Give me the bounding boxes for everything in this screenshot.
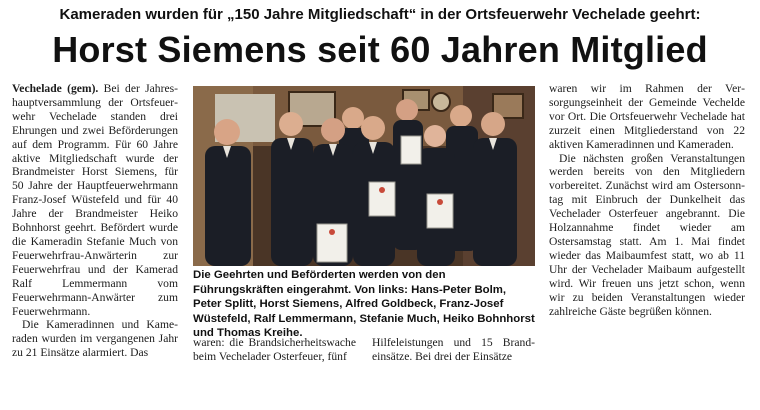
dateline: Vechelade (gem). <box>12 82 99 95</box>
group-photo-illustration <box>193 86 535 266</box>
paragraph-intro <box>12 82 178 318</box>
paragraph-intro-text: Bei der Jahreshauptversammlung der Ortsfeuerwehr Vechelade standen drei Ehrungen und zwei Beförderungen auf dem Programm. Für 60 Jahre aktive Mitgliedschaft wurde der Brandmeister Horst Siemens, für 50 Jahre der Hauptfeuerwehrmann Franz-Josef Wüstefeld und für 40 Jahre der Brandmeister Heiko Bohnhorst geehrt. Befördert wurde die Kameradin Stefanie Much von Feuerwehrfrau-Anwärterin zur Feuerwehrfrau und der Kamerad Ralf Lemmermann vom Feuerwehrmann-Anwärter zum Feuerwehrmann. <box>12 82 178 318</box>
photo-caption: Die Geehrten und Beförderten werden von den Führungskräften eingerahmt. Von links: Hans-Peter Bolm, Peter Splitt, Horst Siemens, Alfred Goldbeck, Franz-Josef Wüstefeld, Ralf Lemmermann, Stefanie Much, Heiko Bohnhorst und Thomas Kreihe. <box>193 269 535 339</box>
paragraph-members: waren wir im Rahmen der Versorgungseinheit der Gemeinde Vechelde vor Ort. Die Ortsfeuerwehr Vechelade hat zurzeit einen Mitgliederstand von 22 aktiven Kameradinnen und Kameraden. <box>549 82 745 151</box>
article-column-4 <box>549 82 745 318</box>
paragraph-events: Die nächsten großen Veranstaltungen werden bereits von den Mitgliedern vorbereitet. Zunächst wird am Ostersonntag mit Einbruch der Dunkelheit das Vechelader Osterfeuer angebrannt. Die Holzannahme findet wieder am Ostersamstag statt. Am 1. Mai findet wieder das Maibaumfest statt, wo ab 11 Uhr der Vechelader Maibaum aufgestellt wird. Wir freuen uns jetzt schon, wenn wir zu beiden Veranstaltungen wieder zahlreiche Gäste begrüßen können. <box>549 151 745 318</box>
article-headline: Horst Siemens seit 60 Jahren Mitglied <box>52 29 708 70</box>
article-column-3 <box>372 336 535 364</box>
group-photo <box>193 86 535 266</box>
paragraph-col2: waren: die Brandsicherheitswache beim Vechelader Osterfeuer, fünf <box>193 336 356 363</box>
article-column-2 <box>193 336 356 364</box>
paragraph-col3: Hilfeleistungen und 15 Brandeinsätze. Bei drei der Einsätze <box>372 336 535 363</box>
paragraph-operations: Die Kameradinnen und Kameraden wurden im vergangenen Jahr zu 21 Einsätze alarmiert. Das <box>12 318 178 360</box>
article-column-1 <box>12 82 178 360</box>
article-kicker: Kameraden wurden für „150 Jahre Mitgliedschaft“ in der Ortsfeuerwehr Vechelade geehrt: <box>59 6 701 23</box>
